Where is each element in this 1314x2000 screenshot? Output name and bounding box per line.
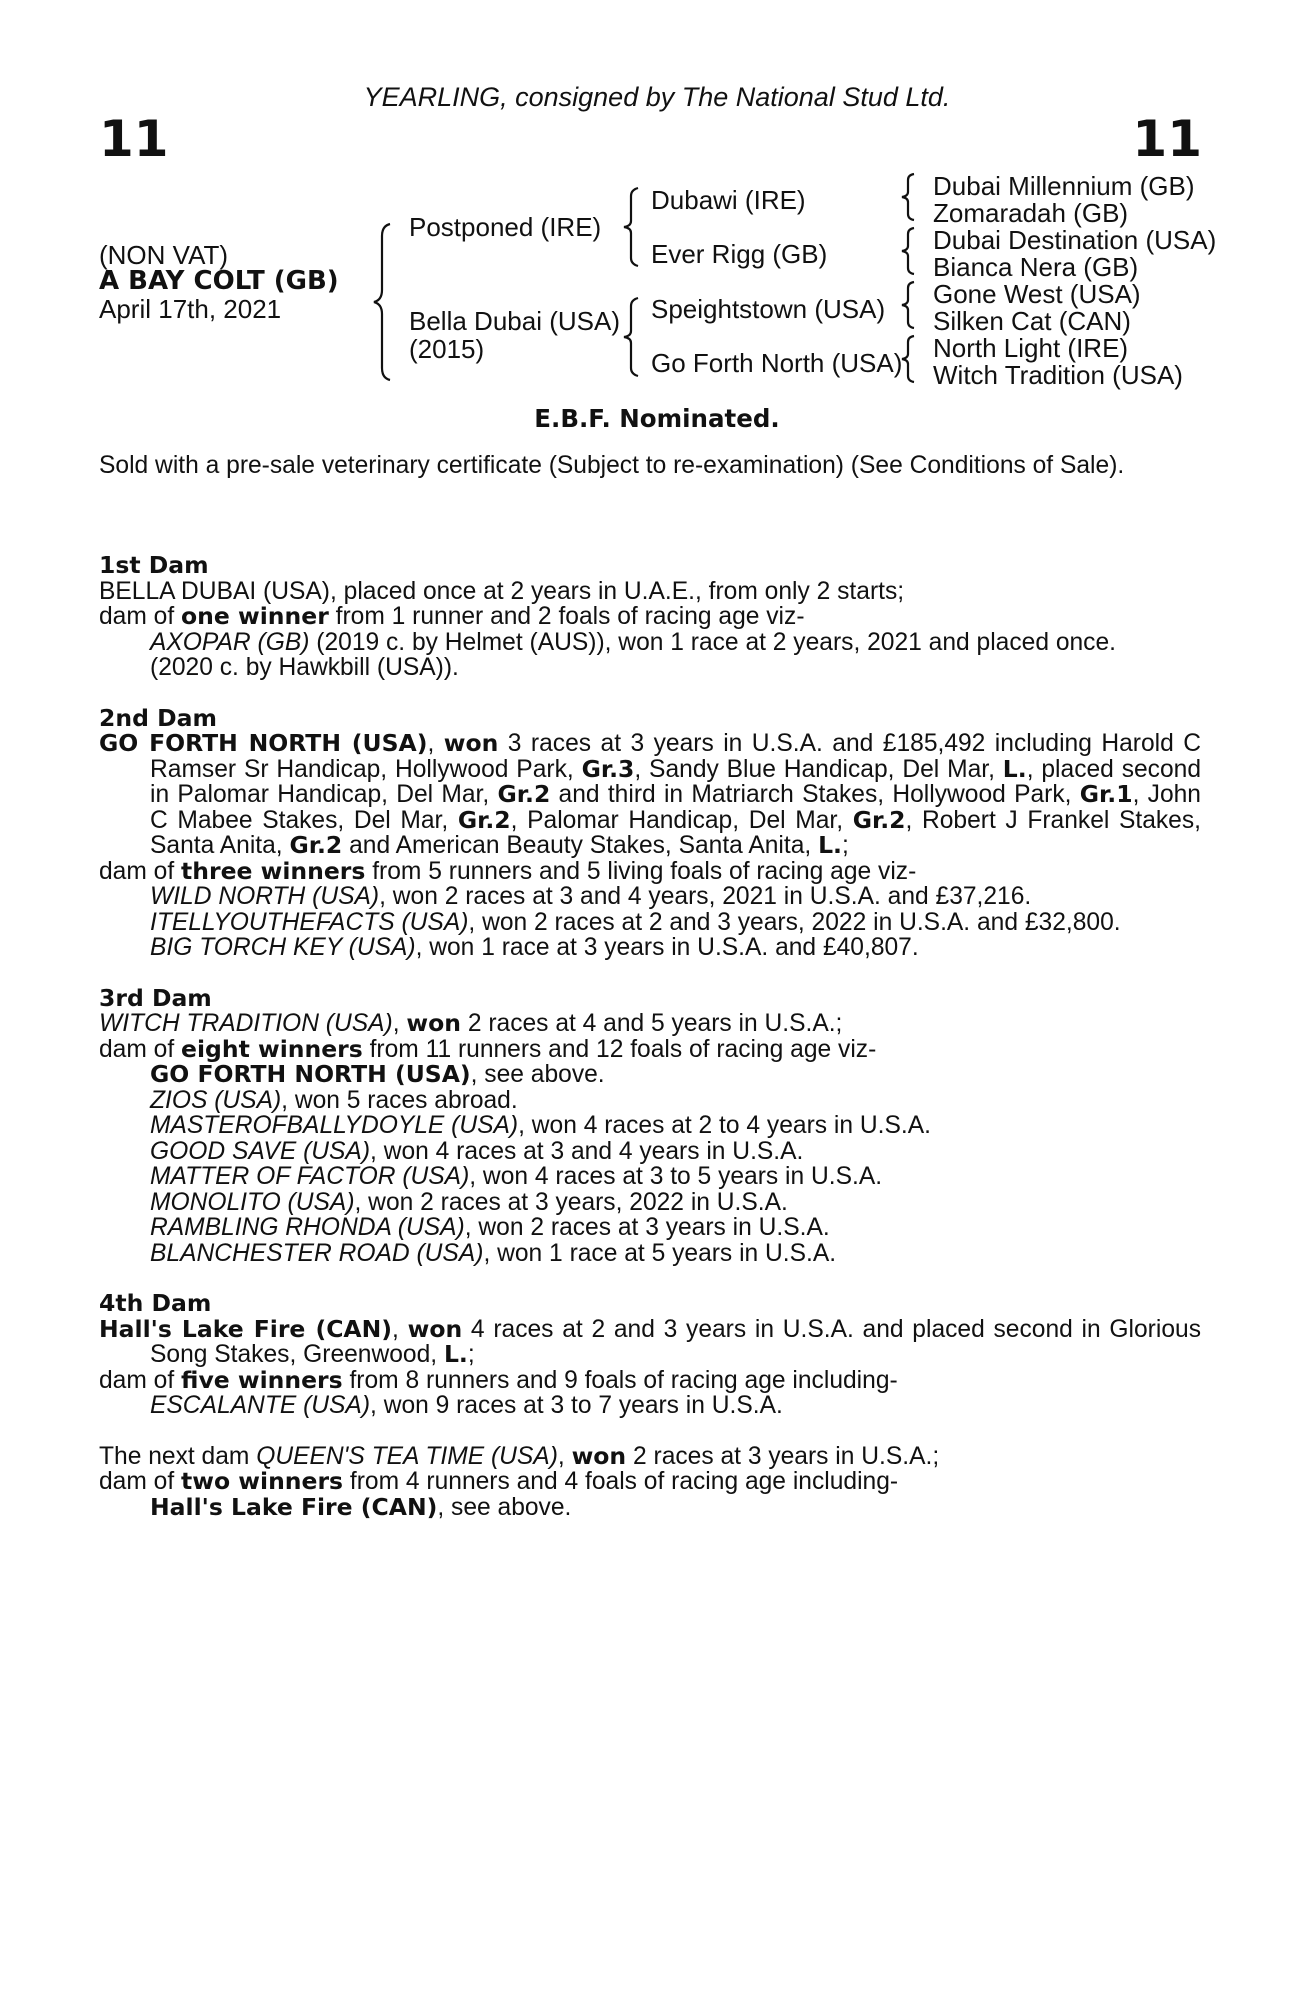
third-dam-foal: MATTER OF FACTOR (USA), won 4 races at 3 to 5 years in U.S.A.	[150, 1163, 883, 1190]
vat-status: (NON VAT)	[99, 240, 229, 270]
next-dam-produce-summary: dam of two winners from 4 runners and 4 foals of racing age including-	[99, 1467, 899, 1495]
third-dam-produce-summary: dam of eight winners from 11 runners and 12 foals of racing age viz-	[99, 1034, 877, 1063]
third-dam-foal: GOOD SAVE (USA), won 4 races at 3 and 4 years in U.S.A.	[150, 1137, 804, 1165]
first-dam-line: BELLA DUBAI (USA), placed once at 2 years in U.A.E., from only 2 starts;	[99, 577, 905, 605]
sire-sire-name: Dubawi (IRE)	[651, 185, 806, 215]
pedigree-bracket-gg3	[900, 280, 916, 330]
fourth-dam-heading: 4th Dam	[99, 1289, 212, 1317]
third-dam-section	[99, 983, 1201, 1267]
first-dam-heading: 1st Dam	[99, 551, 209, 579]
pedigree-bracket-dam	[622, 296, 640, 378]
lot-number-right: 11	[1132, 110, 1202, 168]
third-dam-heading: 3rd Dam	[99, 983, 212, 1012]
pedigree-bracket-sire	[622, 186, 640, 268]
fourth-dam-section	[99, 1291, 1201, 1419]
gg-name-4: Bianca Nera (GB)	[933, 252, 1139, 282]
next-dam-foal: Hall's Lake Fire (CAN), see above.	[150, 1492, 572, 1521]
dam-sire-name: Speightstown (USA)	[651, 294, 886, 324]
first-dam-section	[99, 553, 1201, 681]
third-dam-foal: GO FORTH NORTH (USA), see above.	[150, 1060, 605, 1088]
fourth-dam-foal: ESCALANTE (USA), won 9 races at 3 to 7 years in U.S.A.	[150, 1392, 783, 1419]
vet-note: Sold with a pre-sale veterinary certificate (Subject to re-examination) (See Conditions of Sale).	[99, 452, 1125, 479]
dam-year: (2015)	[409, 334, 485, 364]
next-dam-record: The next dam QUEEN'S TEA TIME (USA), won 2 races at 3 years in U.S.A.;	[99, 1441, 940, 1470]
first-dam-produce-summary: dam of one winner from 1 runner and 2 foals of racing age viz-	[99, 602, 805, 630]
third-dam-foal: RAMBLING RHONDA (USA), won 2 races at 3 years in U.S.A.	[150, 1214, 830, 1241]
gg-name-5: Gone West (USA)	[933, 279, 1141, 309]
lot-header: YEARLING, consigned by The National Stud Ltd.	[363, 82, 951, 112]
lot-number-left: 11	[99, 110, 169, 168]
next-dam-section	[99, 1441, 1201, 1521]
second-dam-produce-summary: dam of three winners from 5 runners and 5 living foals of racing age viz-	[99, 856, 917, 885]
gg-name-1: Dubai Millennium (GB)	[933, 171, 1195, 201]
pedigree-bracket-gg1	[900, 172, 916, 222]
dam-name: Bella Dubai (USA)	[409, 306, 620, 336]
dam-dam-name: Go Forth North (USA)	[651, 348, 903, 378]
horse-name: A BAY COLT (GB)	[99, 266, 339, 296]
gg-name-8: Witch Tradition (USA)	[933, 360, 1183, 390]
sire-name: Postponed (IRE)	[409, 212, 602, 242]
third-dam-record: WITCH TRADITION (USA), won 2 races at 4 and 5 years in U.S.A.;	[99, 1009, 843, 1037]
third-dam-foal: MONOLITO (USA), won 2 races at 3 years, 2022 in U.S.A.	[150, 1188, 788, 1216]
first-dam-foal-2: (2020 c. by Hawkbill (USA)).	[150, 654, 459, 681]
ebf-nominated: E.B.F. Nominated.	[534, 404, 780, 433]
fourth-dam-record: Hall's Lake Fire (CAN), won 4 races at 2 and 3 years in U.S.A. and placed second in Glorious Song Stakes, Greenwood, L.;	[99, 1314, 1201, 1368]
second-dam-heading: 2nd Dam	[99, 703, 217, 732]
pedigree-bracket-gg2	[900, 226, 916, 276]
gg-name-6: Silken Cat (CAN)	[933, 306, 1131, 336]
first-dam-foal: AXOPAR (GB) (2019 c. by Helmet (AUS)), won 1 race at 2 years, 2021 and placed once.	[150, 628, 1116, 656]
third-dam-foal: ZIOS (USA), won 5 races abroad.	[150, 1086, 518, 1114]
second-dam-record: GO FORTH NORTH (USA), won 3 races at 3 years in U.S.A. and £185,492 including Harold C Ramser Sr Handicap, Hollywood Park, Gr.3, Sandy Blue Handicap, Del Mar, L., placed second in Palomar Handicap, Del Mar, Gr.2 and third in Matriarch Stakes, Hollywood Park, Gr.1, John C Mabee Stakes, Del Mar, Gr.2, Palomar Handicap, Del Mar, Gr.2, Robert J Frankel Stakes, Santa Anita, Gr.2 and American Beauty Stakes, Santa Anita, L.;	[99, 729, 1202, 859]
second-dam-foal: BIG TORCH KEY (USA), won 1 race at 3 years in U.S.A. and £40,807.	[150, 934, 919, 961]
second-dam-foal: ITELLYOUTHEFACTS (USA), won 2 races at 2 and 3 years, 2022 in U.S.A. and £32,800.	[150, 908, 1121, 936]
foaling-date: April 17th, 2021	[99, 294, 282, 324]
second-dam-section	[99, 703, 1202, 961]
gg-name-2: Zomaradah (GB)	[933, 198, 1129, 228]
fourth-dam-produce-summary: dam of five winners from 8 runners and 9 foals of racing age including-	[99, 1365, 898, 1394]
sire-dam-name: Ever Rigg (GB)	[651, 239, 828, 269]
catalogue-body	[99, 553, 1201, 1545]
third-dam-foal: MASTEROFBALLYDOYLE (USA), won 4 races at 2 to 4 years in U.S.A.	[150, 1112, 931, 1139]
gg-name-3: Dubai Destination (USA)	[933, 225, 1217, 255]
second-dam-foal: WILD NORTH (USA), won 2 races at 3 and 4 years, 2021 in U.S.A. and £37,216.	[150, 883, 1032, 910]
gg-name-7: North Light (IRE)	[933, 333, 1129, 363]
third-dam-foal: BLANCHESTER ROAD (USA), won 1 race at 5 years in U.S.A.	[150, 1239, 837, 1267]
pedigree-bracket-main	[372, 222, 392, 382]
